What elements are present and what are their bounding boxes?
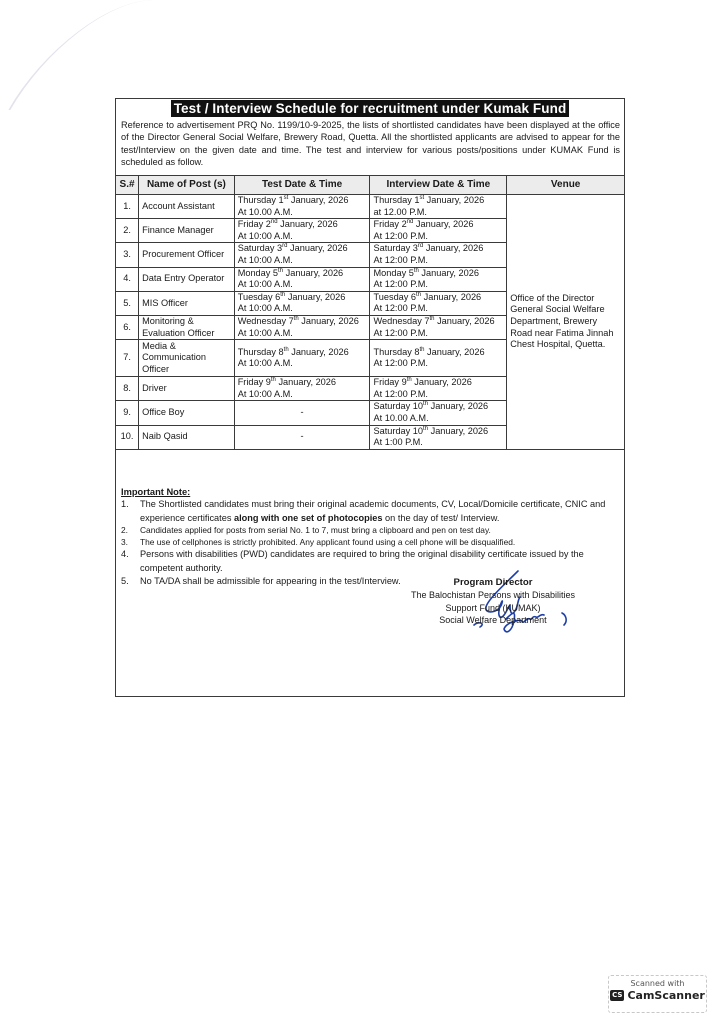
interview-month-year: January, 2026	[421, 291, 482, 302]
cell-serial: 1.	[116, 195, 139, 219]
interview-day: Wednesday 7	[373, 315, 430, 326]
signatory-org-line: Support Fund (KUMAK)	[445, 602, 541, 613]
test-month-year: January, 2026	[288, 346, 349, 357]
watermark-label: Scanned with	[630, 979, 685, 988]
test-time: At 10.00 A.M.	[237, 206, 293, 217]
cell-interview-date	[370, 243, 507, 267]
interview-date	[373, 292, 481, 302]
interview-month-year: January, 2026	[413, 219, 474, 230]
ordinal-suffix: th	[429, 315, 435, 322]
cell-post-name: Media & Communication Officer	[139, 340, 235, 377]
cell-interview-date	[370, 401, 507, 425]
test-date	[238, 377, 336, 387]
interview-time: At 12:00 P.M.	[373, 230, 428, 241]
ordinal-suffix: th	[419, 346, 425, 353]
note-text-part: on the day of test/ Interview.	[382, 512, 500, 523]
interview-day: Saturday 3	[373, 243, 418, 254]
cell-serial: 3.	[116, 243, 139, 267]
test-month-year: January, 2026	[287, 243, 348, 254]
interview-day: Friday 2	[373, 219, 407, 230]
cell-test-date	[234, 315, 370, 339]
ordinal-suffix: nd	[270, 219, 278, 226]
ordinal-suffix: rd	[282, 243, 288, 250]
interview-day: Thursday 1	[373, 195, 420, 205]
cell-interview-date	[370, 195, 507, 219]
interview-month-year: January, 2026	[428, 425, 489, 436]
cell-serial: 2.	[116, 219, 139, 243]
interview-date	[373, 195, 484, 205]
header-serial: S.#	[116, 176, 139, 195]
cell-interview-date	[370, 291, 507, 315]
test-month-year: January, 2026	[277, 219, 338, 230]
cell-post-name: Driver	[139, 377, 235, 401]
ordinal-suffix: th	[406, 377, 412, 384]
test-day: Saturday 3	[237, 243, 283, 254]
ordinal-suffix: th	[293, 315, 299, 322]
cell-post-name: Office Boy	[139, 401, 235, 425]
cell-post-name: Procurement Officer	[139, 243, 235, 267]
cell-interview-date	[370, 267, 507, 291]
interview-date	[373, 268, 478, 278]
test-time: At 10:00 A.M.	[237, 254, 293, 265]
ordinal-suffix: th	[283, 346, 289, 353]
interview-time: At 12:00 P.M.	[373, 303, 428, 314]
cell-serial: 10.	[116, 425, 139, 449]
cell-interview-date	[370, 425, 507, 449]
notes-heading: Important Note:	[121, 487, 191, 497]
interview-month-year: January, 2026	[434, 315, 495, 326]
ordinal-suffix: th	[416, 291, 422, 298]
signatory-block	[378, 577, 608, 626]
interview-day: Thursday 8	[373, 346, 420, 357]
ordinal-suffix: th	[423, 425, 429, 432]
signatory-role: Program Director	[453, 577, 533, 588]
test-date	[238, 219, 338, 229]
cell-venue: Office of the Director General Social Welfare Department, Brewery Road near Fatima Jinnah Chest Hospital, Quetta.	[507, 195, 625, 450]
cell-test-date	[234, 340, 370, 377]
ordinal-suffix: th	[280, 291, 286, 298]
header-interview-date: Interview Date & Time	[370, 176, 507, 195]
cell-post-name: Account Assistant	[139, 195, 235, 219]
note-text: Candidates applied for posts from serial No. 1 to 7, must bring a clipboard and pen on test day.	[140, 525, 491, 535]
interview-time: At 12:00 P.M.	[373, 279, 428, 290]
cell-serial: 6.	[116, 315, 139, 339]
interview-date	[373, 426, 488, 436]
camscanner-logo-icon: CS	[612, 991, 623, 999]
note-item	[121, 498, 616, 525]
test-date	[238, 268, 343, 278]
test-time: At 10:00 A.M.	[237, 303, 293, 314]
ordinal-suffix: rd	[417, 243, 424, 250]
test-time: At 10:00 A.M.	[237, 230, 293, 241]
cell-post-name: Finance Manager	[139, 219, 235, 243]
note-text: No TA/DA shall be admissible for appearing in the test/Interview.	[140, 576, 401, 586]
note-number: 4.	[121, 549, 129, 559]
interview-time: At 12:00 P.M.	[373, 388, 428, 399]
test-date	[238, 243, 348, 253]
test-time: At 10:00 A.M.	[237, 358, 293, 369]
test-day: Tuesday 6	[237, 291, 281, 302]
test-month-year: January, 2026	[298, 315, 359, 326]
test-date	[238, 195, 349, 205]
ordinal-suffix: th	[423, 401, 429, 408]
interview-month-year: January, 2026	[428, 401, 489, 412]
intro-paragraph: Reference to advertisement PRQ No. 1199/10-9-2025, the lists of shortlisted candidates have been displayed at the office of the Director General Social Welfare, Brewery Road, Quetta. All the shortlisted applicants are advised to appear for the test/Interview on the given date and time. The test and interview for various posts/positions under KUMAK Fund is scheduled as follow.	[121, 120, 620, 168]
interview-month-year: January, 2026	[423, 243, 484, 254]
note-number: 2.	[121, 525, 128, 535]
cell-post-name: Data Entry Operator	[139, 267, 235, 291]
header-venue: Venue	[507, 176, 625, 195]
ordinal-suffix: st	[283, 194, 289, 201]
test-time: At 10:00 A.M.	[237, 327, 293, 338]
cell-test-date	[234, 243, 370, 267]
test-month-year: January, 2026	[285, 291, 346, 302]
header-post: Name of Post (s)	[139, 176, 235, 195]
interview-date	[373, 219, 473, 229]
signatory-dept-line: Social Welfare Department	[439, 614, 547, 625]
cell-interview-date	[370, 340, 507, 377]
notice-document	[115, 98, 625, 697]
ordinal-suffix: th	[413, 267, 419, 274]
note-bold-text: along with one set of photocopies	[233, 512, 383, 523]
cell-test-date	[234, 377, 370, 401]
interview-month-year: January, 2026	[424, 195, 485, 205]
interview-month-year: January, 2026	[418, 267, 479, 278]
schedule-table	[115, 175, 625, 450]
page-curl-shadow	[8, 0, 154, 110]
test-month-year: January, 2026	[283, 267, 344, 278]
cell-interview-date	[370, 315, 507, 339]
note-text: The use of cellphones is strictly prohibited. Any applicant found using a cell phone will be disqualified.	[140, 536, 516, 547]
watermark-brand: CamScanner	[627, 989, 705, 1002]
interview-month-year: January, 2026	[424, 346, 485, 357]
test-day: Thursday 1	[237, 195, 284, 205]
cell-test-date: -	[234, 425, 370, 449]
test-month-year: January, 2026	[275, 377, 337, 388]
test-time: At 10:00 A.M.	[237, 388, 293, 399]
cell-test-date	[234, 291, 370, 315]
ordinal-suffix: th	[278, 267, 284, 274]
interview-date	[373, 316, 494, 326]
cell-test-date	[234, 219, 370, 243]
cell-serial: 8.	[116, 377, 139, 401]
ordinal-suffix: th	[270, 377, 276, 384]
signatory-org-line: The Balochistan Persons with Disabilities	[410, 590, 576, 601]
document-title: Test / Interview Schedule for recruitment under Kumak Fund	[171, 100, 570, 117]
note-number: 3.	[121, 536, 128, 547]
cell-interview-date	[370, 377, 507, 401]
cell-serial: 4.	[116, 267, 139, 291]
interview-month-year: January, 2026	[411, 377, 472, 388]
interview-date	[373, 243, 483, 253]
header-test-date: Test Date & Time	[234, 176, 370, 195]
interview-date	[373, 377, 471, 387]
test-day: Friday 2	[237, 219, 271, 230]
cell-serial: 5.	[116, 291, 139, 315]
interview-time: At 12:00 P.M.	[373, 254, 428, 265]
test-date	[238, 347, 349, 357]
interview-date	[373, 401, 488, 411]
interview-day: Monday 5	[373, 267, 414, 278]
test-date	[238, 316, 359, 326]
cell-post-name: Naib Qasid	[139, 425, 235, 449]
note-text	[140, 498, 616, 525]
note-item	[121, 537, 616, 549]
interview-time: At 12:00 P.M.	[373, 327, 428, 338]
camscanner-watermark	[608, 975, 707, 1013]
test-month-year: January, 2026	[288, 195, 349, 205]
table-row	[116, 195, 625, 219]
note-text: Persons with disabilities (PWD) candidates are required to bring the original disability certificate issued by the competent authority.	[140, 549, 584, 573]
cell-serial: 9.	[116, 401, 139, 425]
cell-post-name: MIS Officer	[139, 291, 235, 315]
cell-test-date	[234, 195, 370, 219]
test-day: Friday 9	[237, 377, 271, 388]
ordinal-suffix: st	[419, 194, 425, 201]
ordinal-suffix: nd	[406, 219, 414, 226]
interview-day: Saturday 10	[373, 401, 424, 412]
interview-time: At 10.00 A.M.	[373, 412, 429, 423]
note-number: 5.	[121, 576, 129, 586]
cell-serial: 7.	[116, 340, 139, 377]
interview-date	[373, 347, 484, 357]
test-day: Thursday 8	[237, 346, 284, 357]
interview-day: Saturday 10	[373, 425, 424, 436]
test-day: Wednesday 7	[237, 315, 294, 326]
note-number: 1.	[121, 499, 129, 509]
interview-day: Tuesday 6	[373, 291, 417, 302]
test-time: At 10:00 A.M.	[237, 279, 293, 290]
cell-post-name: Monitoring & Evaluation Officer	[139, 315, 235, 339]
interview-day: Friday 9	[373, 377, 407, 388]
interview-time: at 12.00 P.M.	[373, 206, 427, 217]
cell-interview-date	[370, 219, 507, 243]
note-item	[121, 525, 616, 537]
table-header-row	[116, 176, 625, 195]
test-date	[238, 292, 346, 302]
test-day: Monday 5	[237, 267, 279, 278]
interview-time: At 1:00 P.M.	[373, 437, 423, 448]
interview-time: At 12:00 P.M.	[373, 358, 428, 369]
note-text-part: The Shortlisted candidates must bring their original academic documents, CV, Local/Domicile certificate, CNIC and experience certificates	[140, 499, 606, 523]
cell-test-date: -	[234, 401, 370, 425]
cell-test-date	[234, 267, 370, 291]
